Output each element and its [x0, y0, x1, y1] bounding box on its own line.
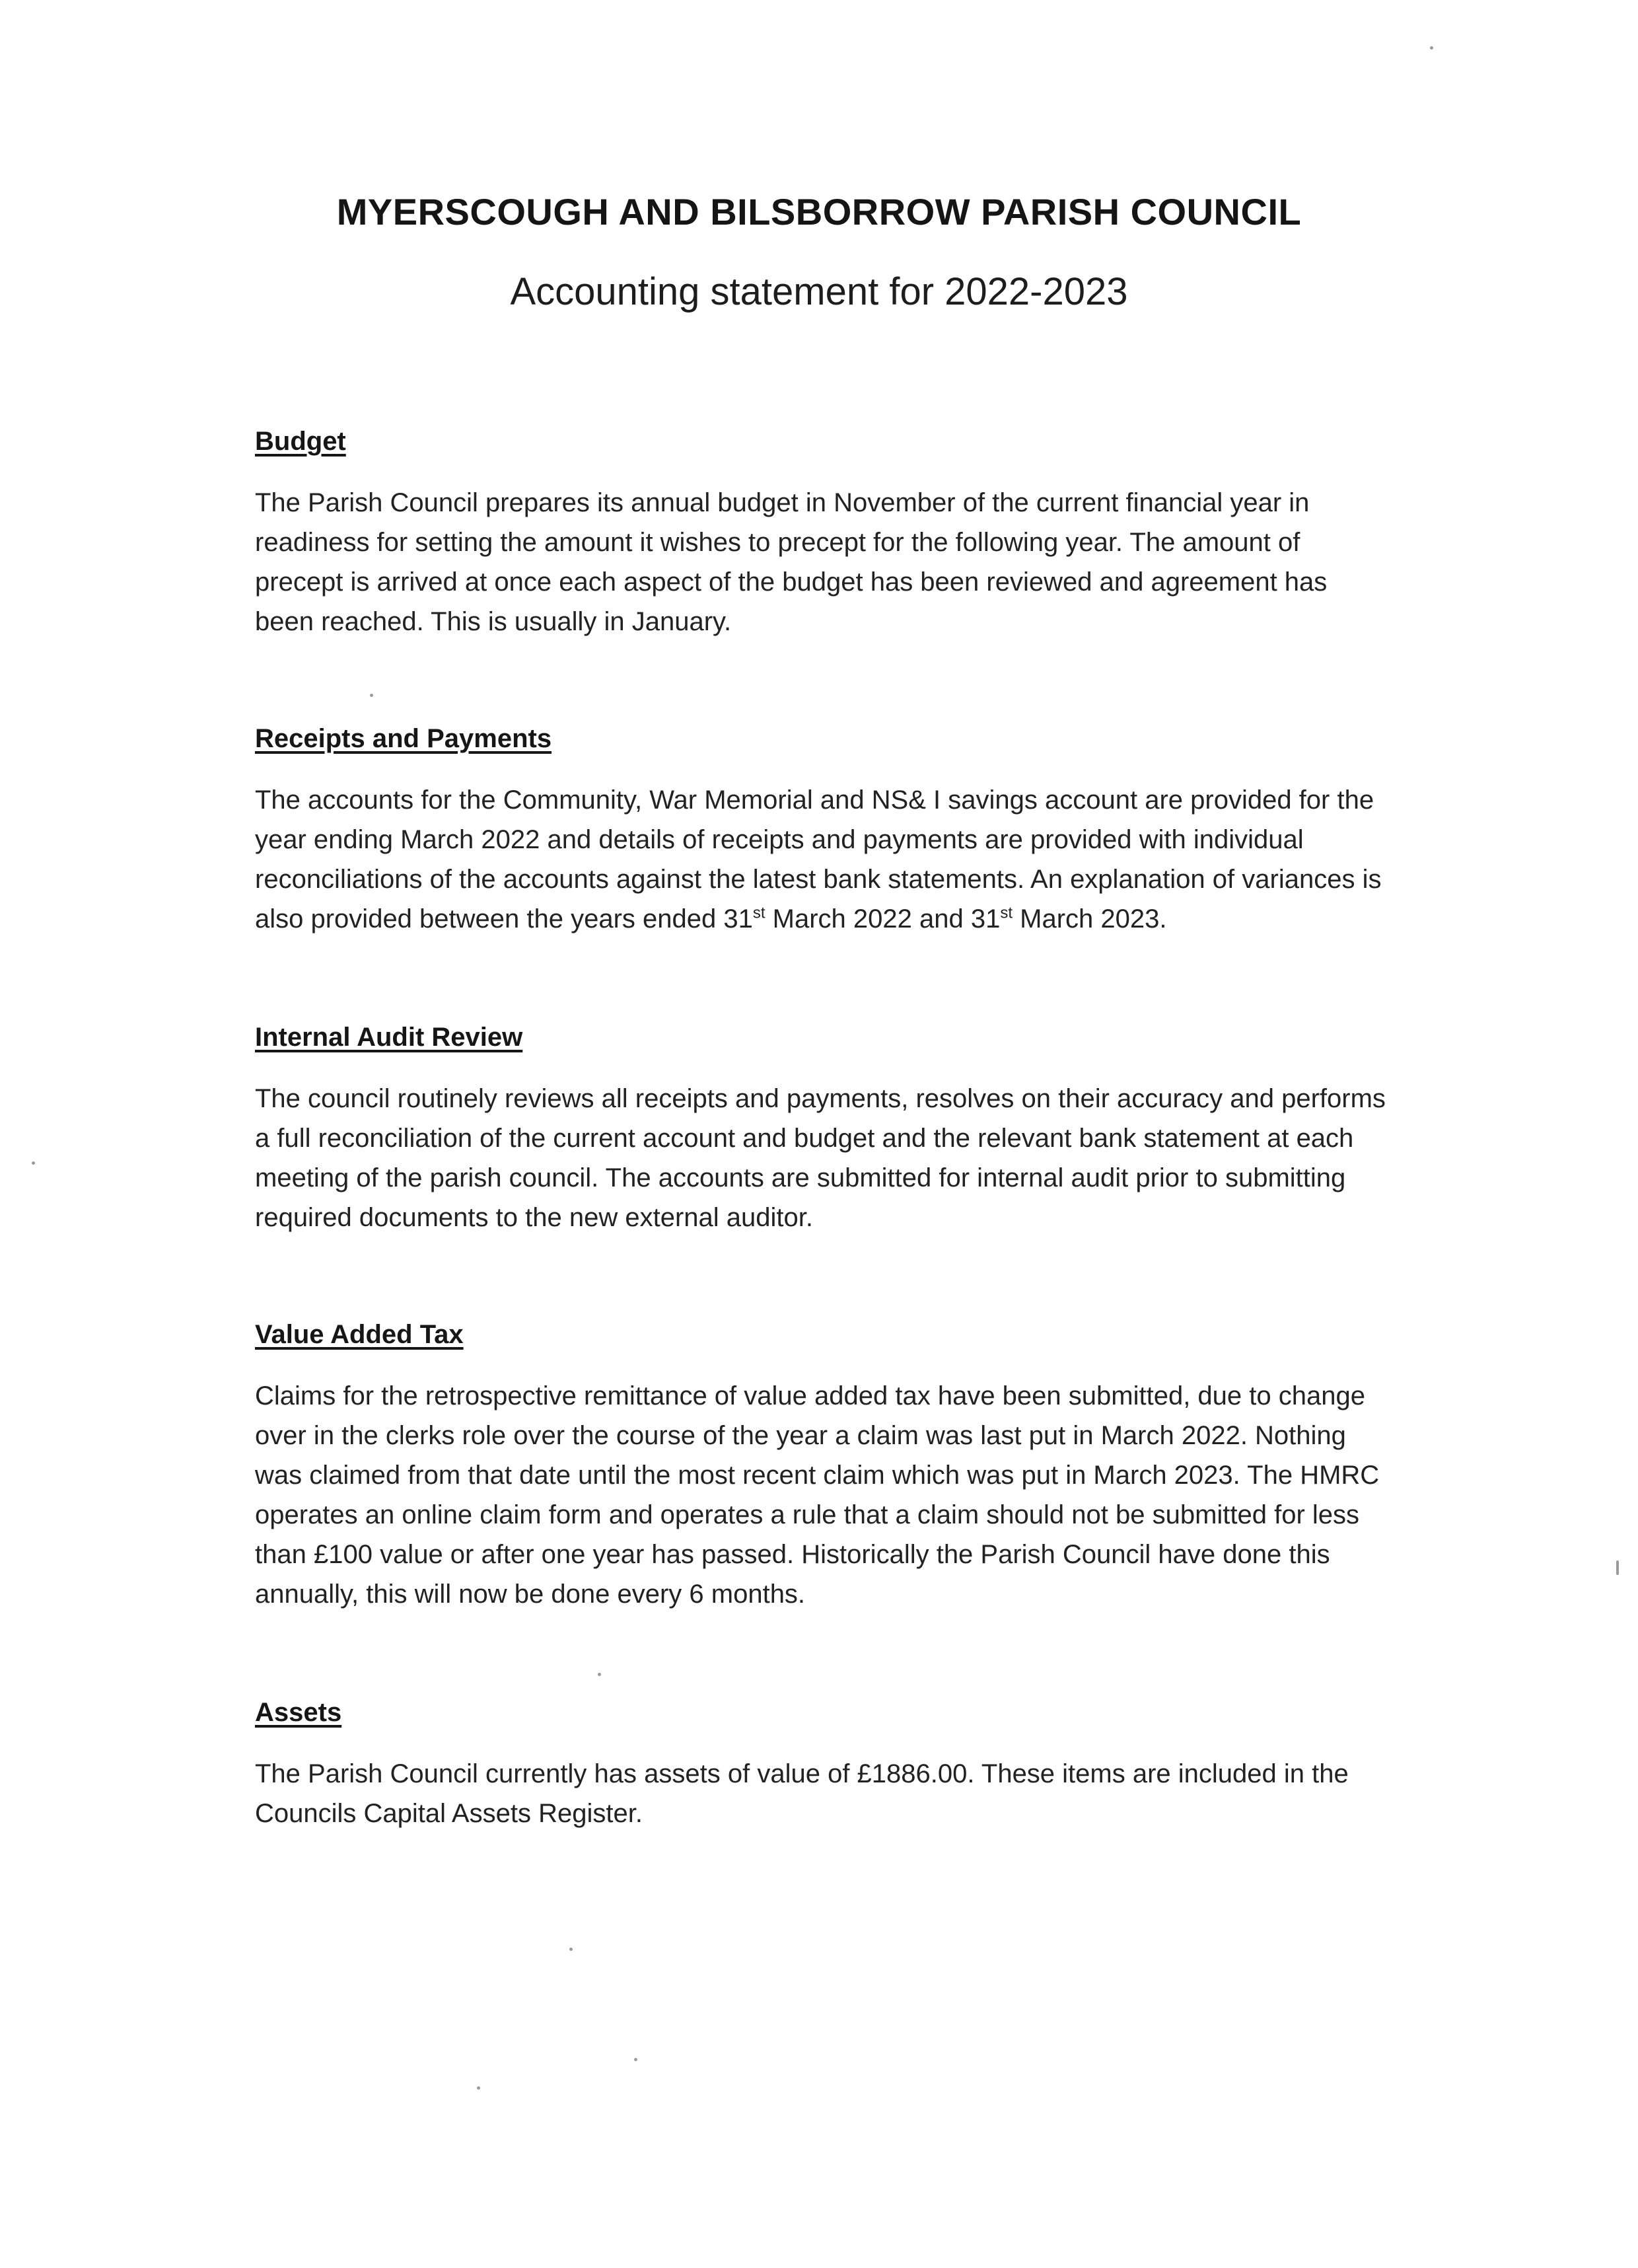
- ordinal-suffix: st: [752, 904, 766, 922]
- section-text-receipts-and-payments: [255, 780, 1391, 939]
- section-text-internal-audit-review: The council routinely reviews all receipts and payments, resolves on their accuracy and performs a full reconciliation of the current account and budget and the relevant bank statement at each meeting of the parish council. The accounts are submitted for internal audit prior to submitting required documents to the new external auditor.: [255, 1084, 1386, 1232]
- section-internal-audit-review: [255, 1023, 1391, 1237]
- document-subtitle: Accounting statement for 2022-2023: [510, 270, 1128, 313]
- scan-speck: [1616, 1560, 1619, 1575]
- receipts-text-part2: March 2022 and 31: [765, 904, 1001, 933]
- section-heading-assets: Assets: [255, 1698, 342, 1727]
- section-heading-receipts-and-payments: Receipts and Payments: [255, 724, 552, 753]
- scan-speck: [1430, 46, 1433, 50]
- section-heading-internal-audit-review: Internal Audit Review: [255, 1023, 523, 1052]
- scan-speck: [370, 694, 373, 697]
- section-budget: [255, 427, 1391, 641]
- section-receipts-and-payments: [255, 724, 1391, 939]
- receipts-text-part3: March 2023.: [1013, 904, 1167, 933]
- ordinal-suffix: st: [1000, 904, 1013, 922]
- section-text-value-added-tax: Claims for the retrospective remittance of value added tax have been submitted, due to change over in the clerks role over the course of the year a claim was last put in March 2022. Nothing was claimed from that date until the most recent claim which was put in March 2023. The HMRC operates an online claim form and operates a rule that a claim should not be submitted for less than £100 value or after one year has passed. Historically the Parish Council have done this annually, this will now be done every 6 months.: [255, 1381, 1380, 1609]
- document-title: MYERSCOUGH AND BILSBORROW PARISH COUNCIL: [336, 191, 1302, 233]
- scan-speck: [477, 2086, 480, 2090]
- section-text-budget: The Parish Council prepares its annual budget in November of the current financial year in readiness for setting the amount it wishes to precept for the following year. The amount of precept is arrived at once each aspect of the budget has been reviewed and agreement has been reached. This is usually in January.: [255, 488, 1328, 636]
- section-assets: [255, 1698, 1391, 1833]
- section-text-assets: The Parish Council currently has assets of value of £1886.00. These items are included in the Councils Capital Assets Register.: [255, 1759, 1349, 1828]
- section-heading-budget: Budget: [255, 427, 346, 456]
- scan-speck: [569, 1948, 573, 1951]
- receipts-text-part1: The accounts for the Community, War Memorial and NS& I savings account are provided for the year ending March 2022 and details of receipts and payments are provided with individual reconciliations of the accounts against the latest bank statements. An explanation of variances is also provided between the years ended 31: [255, 786, 1382, 933]
- scan-speck: [634, 2058, 637, 2061]
- scan-speck: [598, 1673, 601, 1676]
- section-heading-value-added-tax: Value Added Tax: [255, 1320, 464, 1349]
- scan-speck: [32, 1161, 35, 1165]
- section-value-added-tax: [255, 1320, 1391, 1614]
